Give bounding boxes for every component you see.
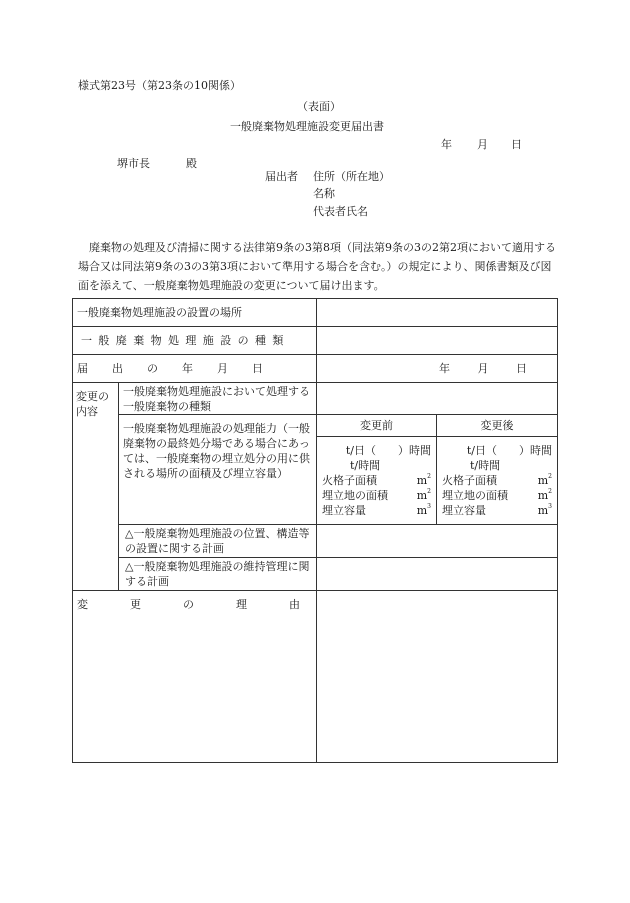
change-notification-table <box>72 298 558 763</box>
change-content-label: 変更の内容 <box>73 383 119 591</box>
structure-plan-label: △一般廃棄物処理施設の位置、構造等の設置に関する計画 <box>119 525 317 558</box>
document-title: 一般廃棄物処理施設変更届出書 <box>230 120 384 133</box>
name-label: 名称 <box>313 187 335 200</box>
before-capacity-line1: t/日（ ）時間 <box>345 444 431 457</box>
before-capacity-line2: t/時間 <box>350 459 381 472</box>
structure-plan-value[interactable] <box>317 525 558 558</box>
date-month: 月 <box>477 138 488 151</box>
waste-type-value[interactable] <box>317 383 558 415</box>
date-day: 日 <box>511 138 522 151</box>
maintenance-plan-label: △一般廃棄物処理施設の維持管理に関する計画 <box>119 558 317 591</box>
after-capacity[interactable]: t/日（ ）時間 t/時間 火格子面積 $m^2$ 埋立地の面積 $m^2$ 埋立容量 $m^3$ <box>437 437 558 525</box>
reason-value[interactable] <box>317 591 558 763</box>
form-number: 様式第23号（第23条の10関係） <box>78 79 241 92</box>
after-landfill-volume: 埋立容量 <box>442 504 486 517</box>
after-capacity-line2: t/時間 <box>470 459 501 472</box>
before-landfill-area: 埋立地の面積 <box>322 489 388 502</box>
notification-day: 日 <box>516 362 527 375</box>
honorific: 殿 <box>186 157 197 170</box>
after-grate-area: 火格子面積 <box>442 474 497 487</box>
notification-month: 月 <box>477 362 489 375</box>
notification-date-value[interactable] <box>317 355 558 383</box>
before-grate-area: 火格子面積 <box>322 474 377 487</box>
body-paragraph: 廃棄物の処理及び清掃に関する法律第9条の3第8項（同法第9条の3の2第2項において適用する場合又は同法第9条の3の3第3項において準用する場合を含む。）の規定により、関係書類及び図面を添えて、一般廃棄物処理施設の変更について届け出ます。 <box>78 241 556 292</box>
location-label-cell <box>73 299 317 327</box>
maintenance-plan-value[interactable] <box>317 558 558 591</box>
before-landfill-volume: 埋立容量 <box>322 504 366 517</box>
waste-type-label: 一般廃棄物処理施設において処理する一般廃棄物の種類 <box>119 383 317 415</box>
side-label: （表面） <box>297 100 341 113</box>
date-year: 年 <box>441 138 452 151</box>
reason-label-cell <box>73 591 342 763</box>
addressee: 堺市長 <box>117 157 150 170</box>
after-header: 変更後 <box>437 415 558 437</box>
location-value[interactable] <box>317 299 558 327</box>
address-label: 住所（所在地） <box>313 170 390 183</box>
type-value[interactable] <box>317 327 558 355</box>
type-label-cell <box>73 327 317 355</box>
capacity-label: 一般廃棄物処理施設の処理能力（一般廃棄物の最終処分場である場合にあっては、一般廃棄物の埋立処分の用に供される場所の面積及び埋立容量） <box>119 415 317 525</box>
after-capacity-line1: t/日（ ）時間 <box>466 444 552 457</box>
notification-year: 年 <box>439 362 450 375</box>
applicant-label: 届出者 <box>265 170 298 183</box>
representative-label: 代表者氏名 <box>313 205 368 218</box>
notification-date-label: 届出の年月日 <box>77 362 287 375</box>
type-label: 一般廃棄物処理施設の種類 <box>81 334 290 347</box>
before-capacity[interactable]: t/日（ ）時間 t/時間 火格子面積 $m^2$ 埋立地の面積 $m^2$ 埋立容量 $m^3$ <box>317 437 437 525</box>
after-landfill-area: 埋立地の面積 <box>442 489 508 502</box>
reason-label: 変更の理由 <box>77 598 342 611</box>
notification-date-label-cell <box>73 355 317 383</box>
location-label: 一般廃棄物処理施設の設置の場所 <box>77 306 242 319</box>
before-header: 変更前 <box>317 415 437 437</box>
